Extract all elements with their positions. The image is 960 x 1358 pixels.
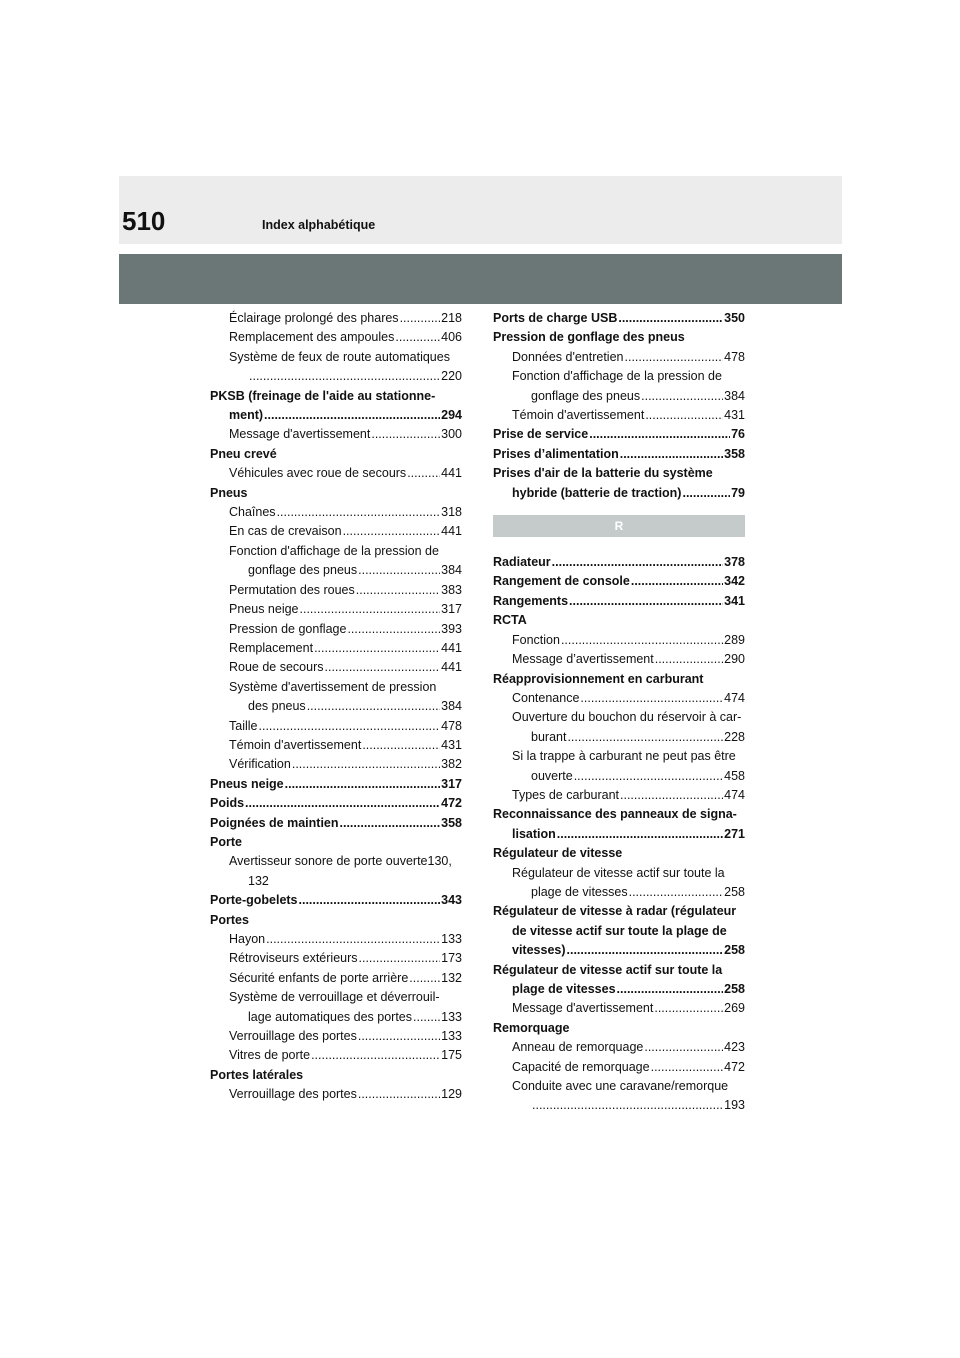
page-reference: 228 (724, 729, 745, 744)
page-reference: 294 (441, 408, 462, 423)
page-reference: 382 (441, 757, 462, 772)
index-term: Rangements (493, 593, 569, 608)
index-term: Pression de gonflage (229, 621, 347, 636)
index-term: gonflage des pneus (248, 563, 358, 578)
index-term: ouverte (531, 768, 573, 783)
index-entry (210, 717, 462, 736)
index-entry (493, 786, 745, 805)
index-entry (210, 464, 462, 483)
page-reference: 258 (724, 943, 745, 958)
page-reference: 478 (724, 349, 745, 364)
index-column-left (210, 309, 462, 1105)
index-entry (210, 1085, 462, 1104)
index-entry (493, 1058, 745, 1077)
dot-leader (407, 464, 440, 483)
index-term: hybride (batterie de traction) (512, 485, 682, 500)
dot-leader (644, 1038, 723, 1057)
dot-leader (651, 1058, 724, 1077)
page-reference: 289 (724, 632, 745, 647)
index-entry (210, 930, 462, 949)
dot-leader (264, 406, 440, 425)
index-term: ment) (229, 408, 264, 423)
section-title: Index alphabétique (262, 218, 376, 232)
index-heading: Pneus (210, 485, 248, 500)
page-reference: 173 (441, 951, 462, 966)
page-reference: 220 (441, 369, 462, 384)
page-reference: 175 (441, 1048, 462, 1063)
index-entry (210, 561, 462, 580)
index-entry (493, 767, 745, 786)
dot-leader (266, 930, 440, 949)
index-term: lage automatiques des portes (248, 1009, 412, 1024)
index-term: burant (531, 729, 567, 744)
index-entry (493, 999, 745, 1018)
dot-leader (259, 717, 441, 736)
dot-leader (311, 1046, 440, 1065)
index-entry (210, 814, 462, 833)
dot-leader (359, 949, 441, 968)
index-entry (210, 425, 462, 444)
index-entry (493, 1096, 745, 1115)
index-entry (493, 941, 745, 960)
dot-leader (569, 592, 723, 611)
index-entry (493, 406, 745, 425)
page-reference: 133 (441, 1009, 462, 1024)
index-heading: Système de feux de route automatiques (229, 349, 450, 364)
index-term: plage de vitesses (512, 982, 616, 996)
index-heading: Réapprovisionnement en carburant (493, 671, 704, 686)
index-entry (210, 1027, 462, 1046)
index-entry (210, 522, 462, 541)
dot-leader (400, 309, 441, 328)
index-term: vitesses) (512, 943, 566, 958)
index-entry (493, 387, 745, 406)
index-entry (493, 445, 745, 464)
page-reference: 384 (441, 699, 462, 714)
index-term: Rétroviseurs extérieurs (229, 951, 358, 966)
index-entry (210, 697, 462, 716)
page-reference: 358 (441, 815, 462, 830)
index-entry (493, 728, 745, 747)
dot-leader (654, 999, 723, 1018)
index-term: Ports de charge USB (493, 311, 618, 325)
index-term: Poids (210, 796, 245, 811)
index-entry (493, 553, 745, 572)
dot-leader (340, 814, 441, 833)
index-entry (493, 1038, 745, 1057)
page-reference: 474 (724, 690, 745, 705)
index-heading: Ouverture du bouchon du réservoir à car- (512, 710, 742, 725)
page-reference: 300 (441, 427, 462, 442)
letter-section-header: R (493, 515, 745, 537)
page-reference: 133 (441, 1029, 462, 1044)
dot-leader (645, 406, 723, 425)
index-heading: Portes (210, 912, 249, 927)
dot-leader (682, 484, 730, 503)
page-reference: 458 (724, 768, 745, 783)
index-heading: 132 (248, 873, 269, 888)
index-entry (210, 1008, 462, 1027)
page-reference: 258 (724, 884, 745, 899)
index-heading: Régulateur de vitesse (493, 846, 623, 861)
page-reference: 441 (441, 466, 462, 481)
page-reference: 478 (441, 718, 462, 733)
dot-leader (655, 650, 723, 669)
page-reference: 76 (731, 427, 745, 442)
dot-leader (356, 581, 440, 600)
page-reference: 132 (441, 970, 462, 985)
index-entry (493, 425, 745, 444)
page-reference: 269 (724, 1001, 745, 1016)
index-term: Données d'entretien (512, 349, 624, 364)
page-reference: 393 (441, 621, 462, 636)
index-entry (493, 572, 745, 591)
page-reference: 193 (724, 1098, 745, 1113)
dot-leader (245, 794, 440, 813)
page-reference: 290 (724, 652, 745, 667)
index-term: Anneau de remorquage (512, 1040, 644, 1055)
page-reference: 441 (441, 640, 462, 655)
index-term: Radiateur (493, 555, 551, 570)
index-term: gonflage des pneus (531, 388, 641, 403)
index-entry (210, 658, 462, 677)
index-heading: Prises d'air de la batterie du système (493, 466, 713, 481)
index-heading: Système d'avertissement de pression (229, 679, 437, 694)
index-term: Remplacement (229, 640, 314, 655)
index-term: Pneus neige (210, 776, 284, 791)
index-entry (493, 592, 745, 611)
dot-leader (343, 522, 441, 541)
index-term: Rangement de console (493, 574, 630, 589)
page-reference: 317 (441, 776, 462, 791)
page-reference: 317 (441, 602, 462, 617)
index-entry (493, 883, 745, 902)
dot-leader (358, 561, 440, 580)
index-entry (210, 581, 462, 600)
index-term: Vitres de porte (229, 1048, 311, 1063)
index-term: Poignées de maintien (210, 815, 339, 830)
dot-leader (409, 969, 440, 988)
index-entry (210, 328, 462, 347)
page-reference: 441 (441, 524, 462, 539)
index-heading: Avertisseur sonore de porte ouverte130, (229, 854, 452, 869)
index-entry (210, 367, 462, 386)
index-entry (210, 891, 462, 910)
index-term: lisation (512, 826, 556, 841)
page-reference: 431 (441, 737, 462, 752)
dot-leader (574, 767, 723, 786)
index-heading: de vitesse actif sur toute la plage de (512, 923, 727, 938)
dot-leader (325, 658, 441, 677)
dot-leader (532, 1096, 723, 1115)
index-entry (210, 309, 462, 328)
index-entry (493, 650, 745, 669)
index-heading: Régulateur de vitesse actif sur toute la (493, 962, 723, 977)
dot-leader (620, 786, 723, 805)
index-term: Types de carburant (512, 787, 620, 802)
index-entry (210, 639, 462, 658)
dot-leader (625, 348, 724, 367)
dot-leader (358, 1085, 440, 1104)
index-column-right (493, 309, 745, 1116)
dot-leader (552, 553, 723, 572)
page-reference: 472 (724, 1059, 745, 1074)
index-term: Vérification (229, 757, 291, 772)
index-term: Verrouillage des portes (229, 1087, 357, 1102)
index-term: Contenance (512, 690, 580, 705)
index-entry (210, 1046, 462, 1065)
index-term: Fonction (512, 632, 560, 647)
page-reference: 474 (724, 787, 745, 802)
index-entry (493, 825, 745, 844)
index-entry (210, 755, 462, 774)
index-heading: Fonction d'affichage de la pression de (512, 369, 722, 384)
dot-leader (292, 755, 440, 774)
dot-leader (618, 309, 723, 328)
index-heading: Système de verrouillage et déverrouil- (229, 990, 440, 1005)
index-entry (210, 794, 462, 813)
dot-leader (285, 775, 441, 794)
index-term: Message d'avertissement (229, 427, 371, 442)
index-entry (210, 406, 462, 425)
dot-leader (413, 1008, 440, 1027)
index-heading: Pression de gonflage des pneus (493, 330, 685, 345)
dot-leader (277, 503, 441, 522)
index-heading: Si la trappe à carburant ne peut pas être (512, 749, 736, 764)
page-reference: 383 (441, 582, 462, 597)
page-reference: 431 (724, 408, 745, 423)
page-reference: 133 (441, 932, 462, 946)
index-term: Verrouillage des portes (229, 1029, 357, 1044)
index-term: plage de vitesses (531, 884, 628, 899)
dot-leader (567, 941, 724, 960)
page-reference: 318 (441, 505, 462, 520)
index-term: Éclairage prolongé des phares (229, 311, 399, 325)
index-term: Remplacement des ampoules (229, 330, 395, 345)
dot-leader (589, 425, 730, 444)
index-term: Véhicules avec roue de secours (229, 466, 407, 481)
page-reference: 271 (724, 826, 745, 841)
index-term: Témoin d'avertissement (229, 737, 362, 752)
index-heading: Régulateur de vitesse actif sur toute la (512, 865, 725, 880)
page-number: 510 (122, 206, 166, 236)
page-reference: 378 (724, 555, 745, 570)
dot-leader (631, 572, 723, 591)
dot-leader (395, 328, 440, 347)
dot-leader (371, 425, 440, 444)
dot-leader (567, 728, 723, 747)
dot-leader (347, 620, 440, 639)
page-reference: 129 (441, 1087, 462, 1102)
index-entry (493, 631, 745, 650)
index-term: Permutation des roues (229, 582, 355, 597)
page-reference: 350 (724, 311, 745, 325)
index-heading: Reconnaissance des panneaux de signa- (493, 807, 737, 822)
page-reference: 423 (724, 1040, 745, 1055)
index-term: Chaînes (229, 505, 276, 520)
index-term: Hayon (229, 932, 266, 946)
page-reference: 358 (724, 446, 745, 461)
page-reference: 384 (724, 388, 745, 403)
page-reference: 342 (724, 574, 745, 589)
dot-leader (561, 631, 723, 650)
index-term: Message d'avertissement (512, 1001, 654, 1016)
page-reference: 341 (724, 593, 745, 608)
index-entry (210, 969, 462, 988)
index-entry (210, 600, 462, 619)
index-term: Sécurité enfants de porte arrière (229, 970, 409, 985)
index-entry (493, 484, 745, 503)
dot-leader (362, 736, 440, 755)
index-term: Taille (229, 718, 258, 733)
dot-leader (307, 697, 440, 716)
dot-leader (314, 639, 440, 658)
index-entry (493, 348, 745, 367)
index-term: Porte-gobelets (210, 893, 298, 908)
index-heading: Porte (210, 834, 242, 849)
index-entry (210, 620, 462, 639)
index-heading: Régulateur de vitesse à radar (régulateur (493, 904, 737, 919)
dot-leader (557, 825, 723, 844)
dot-leader (617, 980, 724, 999)
page-header (119, 176, 842, 244)
index-heading: Remorquage (493, 1020, 570, 1035)
index-term: Capacité de remorquage (512, 1059, 650, 1074)
index-heading: Fonction d'affichage de la pression de (229, 543, 439, 558)
index-heading: RCTA (493, 613, 527, 628)
index-entry (210, 503, 462, 522)
index-entry (493, 689, 745, 708)
index-heading: PKSB (freinage de l'aide au stationne- (210, 388, 436, 403)
index-term: Témoin d'avertissement (512, 408, 645, 423)
index-entry (493, 309, 745, 328)
index-entry (210, 775, 462, 794)
index-entry (493, 980, 745, 999)
dot-leader (358, 1027, 440, 1046)
index-heading: Portes latérales (210, 1067, 304, 1082)
header-band (119, 254, 842, 304)
index-term: En cas de crevaison (229, 524, 342, 539)
dot-leader (299, 891, 441, 910)
dot-leader (249, 367, 440, 386)
page-reference: 79 (731, 485, 745, 500)
index-term: Prises d’alimentation (493, 446, 619, 461)
page-reference: 343 (441, 893, 462, 908)
page-reference: 441 (441, 660, 462, 675)
index-term: Message d’avertissement (512, 652, 654, 667)
index-term: Roue de secours (229, 660, 324, 675)
index-term: Pneus neige (229, 602, 299, 617)
dot-leader (620, 445, 723, 464)
dot-leader (641, 387, 723, 406)
page-reference: 218 (441, 311, 462, 325)
page-reference: 384 (441, 563, 462, 578)
dot-leader (580, 689, 723, 708)
index-term: des pneus (248, 699, 306, 714)
page-reference: 472 (441, 796, 462, 811)
index-entry (210, 949, 462, 968)
dot-leader (629, 883, 724, 902)
page-reference: 406 (441, 330, 462, 345)
page-reference: 258 (724, 982, 745, 996)
index-heading: Conduite avec une caravane/remorque (512, 1079, 729, 1094)
index-heading: Pneu crevé (210, 446, 277, 461)
index-term: Prise de service (493, 427, 589, 442)
dot-leader (300, 600, 441, 619)
index-entry (210, 736, 462, 755)
